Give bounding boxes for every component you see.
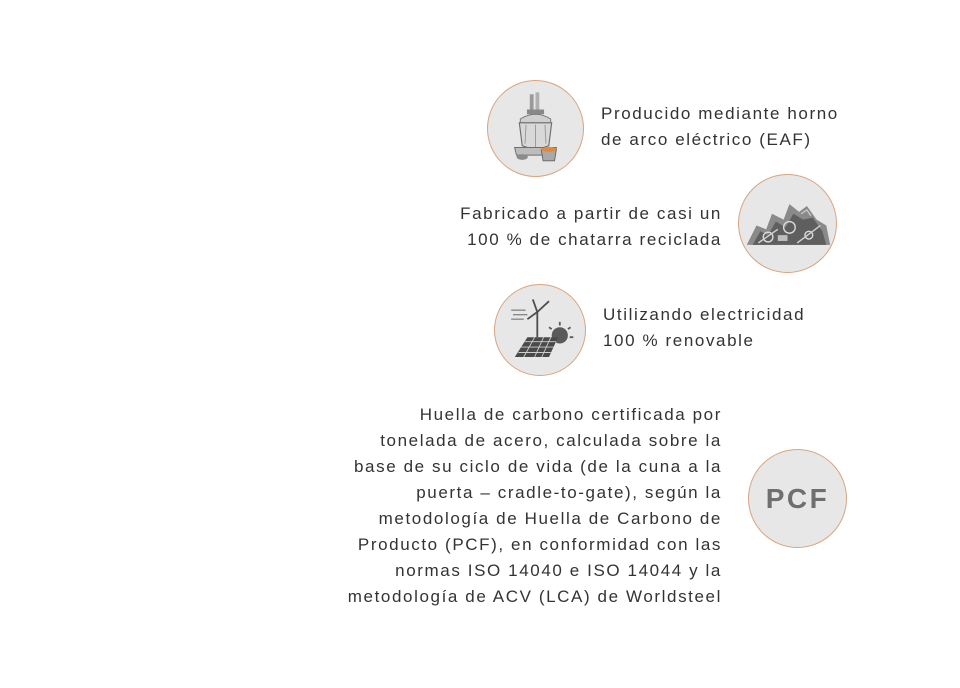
eaf-description: Producido mediante horno de arco eléctrico (EAF)	[601, 104, 839, 149]
pcf-description: Huella de carbono certificada por tonelada de acero, calculada sobre la base de su ciclo de vida (de la cuna a la puerta – cradle-to-gate), según la metodología de Huella de Carbono de Producto (PCF), en conformidad con las normas ISO 14040 e ISO 14044 y la metodología de ACV (LCA) de Worldsteel	[347, 405, 722, 606]
electric-arc-furnace-icon	[487, 80, 584, 177]
renewable-description: Utilizando electricidad 100 % renovable	[603, 305, 806, 350]
scrap-pile-icon	[738, 174, 837, 273]
scrap-description: Fabricado a partir de casi un 100 % de chatarra reciclada	[460, 204, 722, 249]
renewable-energy-icon	[494, 284, 586, 376]
pcf-label: PCF	[765, 482, 830, 514]
pcf-badge	[748, 449, 847, 548]
